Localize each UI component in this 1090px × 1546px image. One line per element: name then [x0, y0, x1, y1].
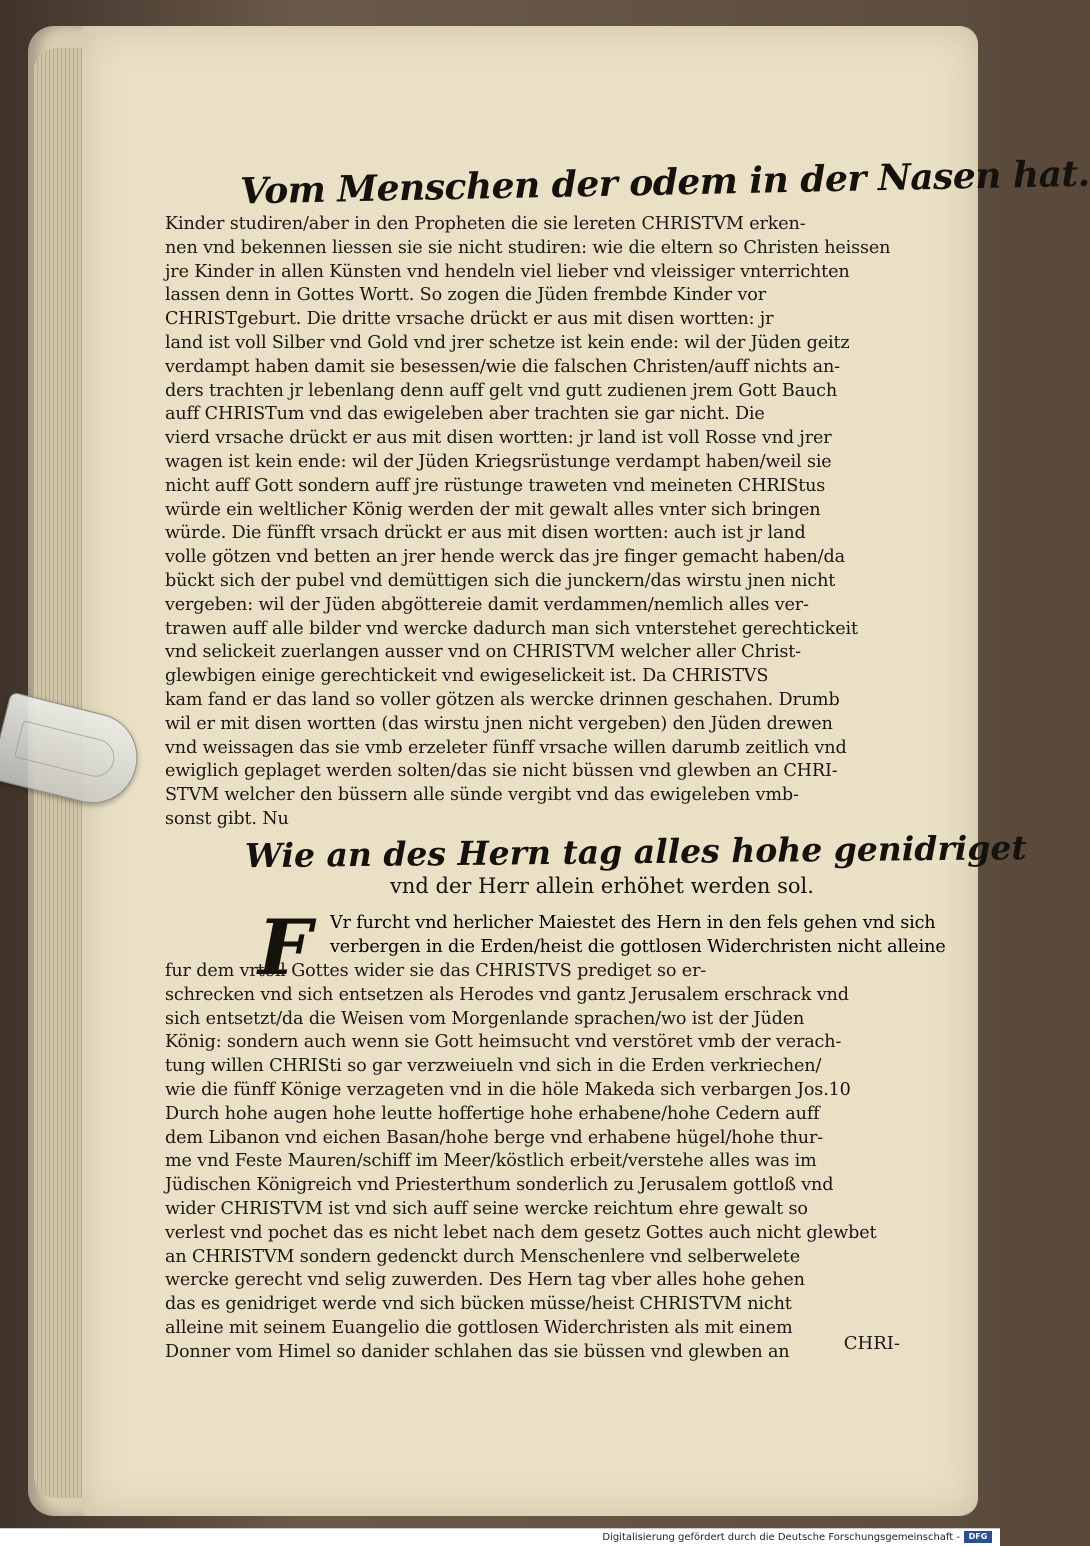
- text-line: wercke gerecht vnd selig zuwerden. Des Hern tag vber alles hohe gehen: [165, 1270, 805, 1291]
- text-line: nicht auff Gott sondern auff jre rüstunge traweten vnd meineten CHRIStus: [165, 475, 826, 496]
- text-line: sich entsetzt/da die Weisen vom Morgenlande sprachen/wo ist der Jüden: [165, 1008, 805, 1029]
- bookmark-clip-inner: [14, 720, 118, 781]
- text-line: bückt sich der pubel vnd demüttigen sich die junckern/das wirstu jnen nicht: [165, 570, 836, 591]
- text-line: Kinder studiren/aber in den Propheten die sie lereten CHRISTVM erken-: [165, 214, 806, 234]
- footer-credit: Digitalisierung gefördert durch die Deutsche Forschungsgemeinschaft -: [602, 1532, 960, 1543]
- text-line: trawen auff alle bilder vnd wercke dadurch man sich vnterstehet gerechtickeit: [165, 618, 858, 639]
- text-line: STVM welcher den büssern alle sünde vergibt vnd das ewigeleben vmb-: [165, 785, 799, 806]
- text-line: verdampt haben damit sie besessen/wie die falschen Christen/auff nichts an-: [165, 356, 840, 377]
- text-line: kam fand er das land so voller götzen als wercke drinnen geschahen. Drumb: [165, 689, 840, 710]
- text-line: verlest vnd pochet das es nicht lebet nach dem gesetz Gottes auch nicht glewbet: [165, 1222, 877, 1243]
- footer-bar: [0, 1528, 1000, 1546]
- text-line: Durch hohe augen hohe leutte hoffertige hohe erhabene/hohe Cedern auff: [165, 1103, 820, 1124]
- dfg-logo: DFG: [964, 1531, 992, 1543]
- text-line: verbergen in die Erden/heist die gottlosen Widerchristen nicht alleine: [330, 936, 946, 957]
- text-line: schrecken vnd sich entsetzen als Herodes vnd gantz Jerusalem erschrack vnd: [165, 984, 849, 1005]
- body-text-1: [165, 213, 910, 832]
- text-line: vergeben: wil der Jüden abgöttereie damit verdammen/nemlich alles ver-: [165, 594, 809, 615]
- text-line: wil er mit disen wortten (das wirstu jnen nicht vergeben) den Jüden drewen: [165, 713, 833, 734]
- text-line: Vr furcht vnd herlicher Maiestet des Hern in den fels gehen vnd sich: [330, 913, 936, 933]
- section-subtitle: vnd der Herr allein erhöhet werden sol.: [390, 874, 814, 898]
- text-line: glewbigen einige gerechtickeit vnd ewigeselickeit ist. Da CHRISTVS: [165, 666, 769, 687]
- text-line: nen vnd bekennen liessen sie sie nicht studiren: wie die eltern so Christen heissen: [165, 237, 891, 258]
- text-line: land ist voll Silber vnd Gold vnd jrer schetze ist kein ende: wil der Jüden geitz: [165, 332, 850, 353]
- running-head: Vom Menschen der odem in der Nasen hat.: [239, 152, 1090, 213]
- text-line: an CHRISTVM sondern gedenckt durch Menschenlere vnd selberwelete: [165, 1246, 800, 1267]
- text-line: jre Kinder in allen Künsten vnd hendeln viel lieber vnd vleissiger vnterrichten: [165, 261, 850, 282]
- text-line: vierd vrsache drückt er aus mit disen wortten: jr land ist voll Rosse vnd jrer: [165, 428, 832, 449]
- text-line: würde ein weltlicher König werden der mit gewalt alles vnter sich bringen: [165, 499, 821, 520]
- text-line: würde. Die fünfft vrsach drückt er aus mit disen wortten: auch ist jr land: [165, 523, 806, 544]
- text-line: wagen ist kein ende: wil der Jüden Kriegsrüstunge verdampt haben/weil sie: [165, 451, 832, 472]
- text-line: lassen denn in Gottes Wortt. So zogen die Jüden frembde Kinder vor: [165, 285, 766, 306]
- text-line: das es genidriget werde vnd sich bücken müsse/heist CHRISTVM nicht: [165, 1294, 792, 1315]
- text-line: volle götzen vnd betten an jrer hende werck das jre finger gemacht haben/da: [165, 547, 845, 568]
- text-line: auff CHRISTum vnd das ewigeleben aber trachten sie gar nicht. Die: [165, 404, 765, 425]
- text-line: Jüdischen Königreich vnd Priesterthum sonderlich zu Jerusalem gottloß vnd: [165, 1175, 834, 1196]
- text-line: dem Libanon vnd eichen Basan/hohe berge vnd erhabene hügel/hohe thur-: [165, 1127, 824, 1148]
- body-text-2-opening: [330, 912, 946, 960]
- text-line: me vnd Feste Mauren/schiff im Meer/köstlich erbeit/verstehe alles was im: [165, 1151, 817, 1172]
- text-line: wider CHRISTVM ist vnd sich auff seine wercke reichtum ehre gewalt so: [165, 1198, 808, 1219]
- text-line: wie die fünff Könige verzageten vnd in die höle Makeda sich verbargen Jos.10: [165, 1079, 851, 1100]
- text-line: König: sondern auch wenn sie Gott heimsucht vnd verstöret vmb der verach-: [165, 1032, 842, 1053]
- text-line: Donner vom Himel so danider schlahen das sie büssen vnd glewben an: [165, 1341, 790, 1362]
- drop-cap: F: [258, 903, 312, 992]
- text-line: vnd weissagen das sie vmb erzeleter fünff vrsache willen darumb zeitlich vnd: [165, 737, 847, 758]
- text-line: sonst gibt. Nu: [165, 808, 289, 829]
- body-text-2: [165, 960, 910, 1365]
- catchword: CHRI-: [843, 1333, 900, 1354]
- section-title: Wie an des Hern tag alles hohe genidriget: [244, 828, 1027, 876]
- text-line: fur dem vrteil Gottes wider sie das CHRISTVS prediget so er-: [165, 961, 707, 981]
- text-line: ders trachten jr lebenlang denn auff gelt vnd gutt zudienen jrem Gott Bauch: [165, 380, 838, 401]
- text-line: vnd selickeit zuerlangen ausser vnd on CHRISTVM welcher aller Christ-: [165, 642, 801, 663]
- text-line: CHRISTgeburt. Die dritte vrsache drückt er aus mit disen wortten: jr: [165, 309, 774, 330]
- text-line: ewiglich geplaget werden solten/das sie nicht büssen vnd glewben an CHRI-: [165, 761, 838, 782]
- text-line: tung willen CHRISti so gar verzweiueln vnd sich in die Erden verkriechen/: [165, 1056, 822, 1077]
- text-line: alleine mit seinem Euangelio die gottlosen Widerchristen als mit einem: [165, 1317, 793, 1338]
